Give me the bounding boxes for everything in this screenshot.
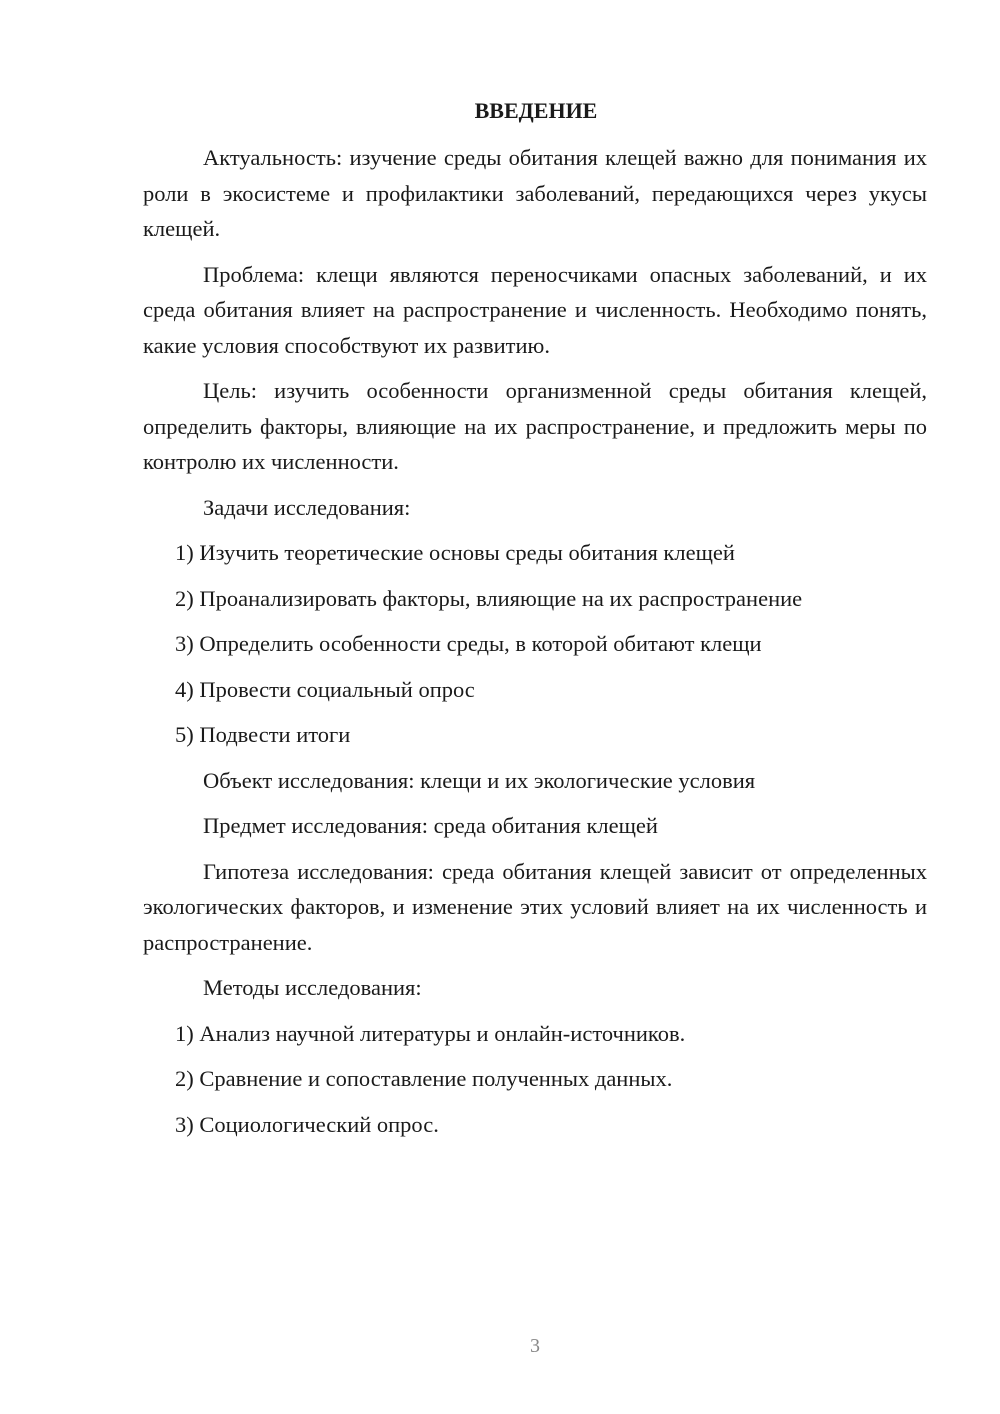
list-item: 2) Проанализировать факторы, влияющие на их распространение <box>175 585 803 611</box>
section-title: ВВЕДЕНИЕ <box>474 98 598 123</box>
list-item: 3) Социологический опрос. <box>175 1111 439 1137</box>
list-item: 5) Подвести итоги <box>175 722 351 747</box>
hypothesis-paragraph: Гипотеза исследования: среда обитания клещей зависит от определенных экологических факторов, и изменение этих условий влияет на их численность и распространение. <box>143 858 927 955</box>
list-item: 1) Анализ научной литературы и онлайн-источников. <box>175 1020 686 1046</box>
list-item: 2) Сравнение и сопоставление полученных данных. <box>175 1066 673 1091</box>
tasks-heading: Задачи исследования: <box>203 494 411 520</box>
goal-paragraph: Цель: изучить особенности организменной среды обитания клещей, определить факторы, влияющие на их распространение, и предложить меры по контролю их численности. <box>143 378 927 474</box>
methods-heading: Методы исследования: <box>203 975 422 1000</box>
relevance-paragraph: Актуальность: изучение среды обитания клещей важно для понимания их роли в экосистеме и профилактики заболеваний, передающихся через укусы клещей. <box>143 145 927 241</box>
page-number: 3 <box>530 1335 540 1357</box>
methods-list <box>143 1016 927 1143</box>
list-item: 3) Определить особенности среды, в которой обитают клещи <box>175 631 762 656</box>
research-object: Объект исследования: клещи и их экологические условия <box>203 767 756 793</box>
list-item: 1) Изучить теоретические основы среды обитания клещей <box>175 540 735 565</box>
problem-paragraph: Проблема: клещи являются переносчиками опасных заболеваний, и их среда обитания влияет на распространение и численность. Необходимо понять, какие условия способствуют их развитию. <box>143 261 927 358</box>
tasks-list <box>143 535 927 753</box>
research-subject: Предмет исследования: среда обитания клещей <box>203 813 658 838</box>
document-page <box>143 96 927 1152</box>
list-item: 4) Провести социальный опрос <box>175 676 475 702</box>
